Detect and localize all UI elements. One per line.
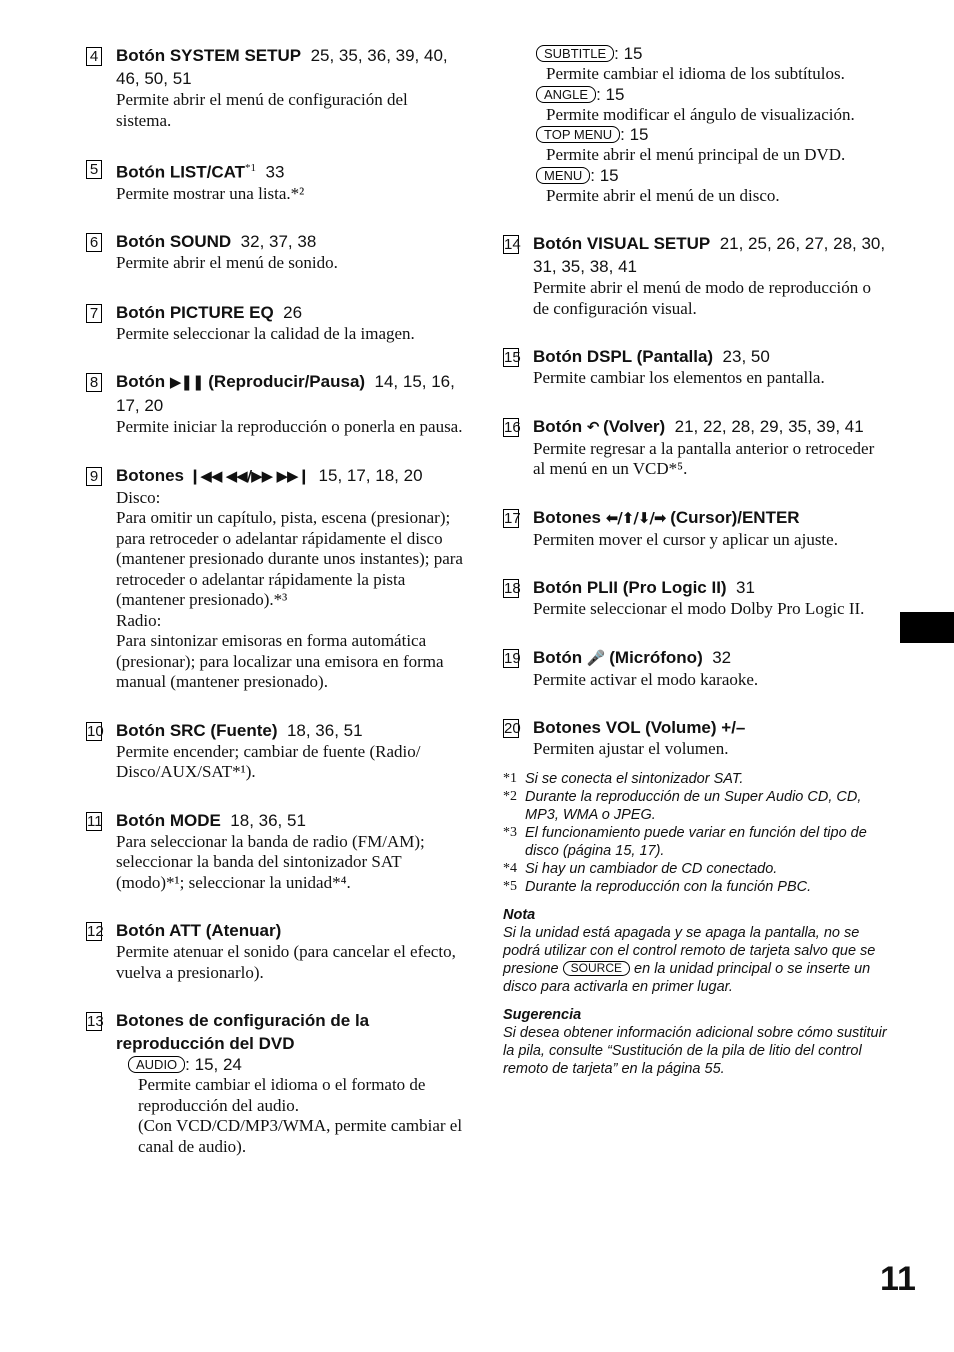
item-number: 8	[86, 373, 102, 392]
footnotes	[503, 770, 888, 896]
item-pages: 32, 37, 38	[240, 232, 317, 252]
item-title: Botón MODE	[116, 810, 221, 830]
note-title: Nota	[503, 906, 536, 923]
item-description: Permite seleccionar el modo Dolby Pro Logic II.	[533, 599, 865, 618]
tip-block	[503, 1006, 888, 1078]
item-description-line: Disco:	[116, 487, 161, 507]
footnote	[503, 824, 888, 860]
item-number: 17	[504, 509, 521, 527]
footnote-text: Durante la reproducción de un Super Audio CD, CD, MP3, WMA o JPEG.	[525, 788, 862, 823]
item-description-line: Para omitir un capítulo, pista, escena (presionar); para retroceder o adelantar rápidamente el disco (mantener presionado durante unos instantes); para retroceder o adelantar rápidamente la pista (mantener presionado).*³	[116, 508, 463, 610]
tip-text: Si desea obtener información adicional sobre cómo sustituir la pila, consulte “Sustitución de la pila de litio del control remoto de tarjeta” en la página 55.	[503, 1024, 887, 1077]
item-play-pause	[86, 370, 466, 438]
item-cursor	[503, 506, 888, 551]
item-description: Permite seleccionar la calidad de la imagen.	[116, 323, 415, 343]
sub-pages: : 15	[620, 125, 649, 144]
item-number: 7	[86, 304, 102, 323]
item-number: 6	[86, 233, 102, 252]
sub-description: Permite abrir el menú principal de un DVD.	[546, 145, 846, 164]
item-description: Permite encender; cambiar de fuente (Radio/ Disco/AUX/SAT*¹).	[116, 741, 421, 782]
skip-seek-icon: ❙◀◀ ◀◀/▶▶ ▶▶❙	[188, 466, 310, 485]
item-microphone	[503, 646, 888, 691]
source-key: SOURCE	[563, 961, 630, 976]
item-picture-eq	[86, 301, 466, 345]
item-number: 19	[504, 649, 521, 667]
item-number: 15	[504, 349, 521, 366]
item-description: Permite abrir el menú de modo de reproducción o de configuración visual.	[533, 278, 871, 318]
item-title: Botones	[533, 507, 601, 527]
item-src	[86, 719, 466, 783]
sub-pages: : 15	[596, 84, 625, 104]
item-pages: 32	[712, 647, 732, 667]
item-title: Botón SOUND	[116, 232, 232, 252]
angle-key: ANGLE	[536, 86, 596, 103]
footnote	[503, 878, 888, 896]
item-volume	[503, 716, 888, 760]
right-column	[503, 44, 888, 1078]
item-title-suffix: (Reproducir/Pausa)	[208, 372, 366, 392]
audio-key: AUDIO	[128, 1056, 185, 1073]
item-dvd-setup	[86, 1009, 466, 1157]
item-title: Botón PLII (Pro Logic II)	[533, 578, 727, 597]
item-description-line: Para sintonizar emisoras en forma automática (presionar); para localizar una emisora en forma manual (mantener presionado).	[116, 631, 444, 692]
footnote-ref: *1	[245, 162, 257, 174]
item-pages: 23, 50	[722, 347, 770, 366]
item-pages: 18, 36, 51	[230, 810, 306, 830]
footnote-mark: *4	[503, 860, 517, 876]
sub-description-line: Permite cambiar el idioma o el formato de reproducción del audio.	[138, 1075, 426, 1115]
item-title: Botón SRC (Fuente)	[116, 720, 278, 740]
footnote-mark: *2	[503, 788, 517, 804]
subtitle-key: SUBTITLE	[536, 45, 614, 62]
item-pages: 21, 22, 28, 29, 35, 39, 41	[674, 416, 864, 436]
item-number: 20	[504, 720, 521, 737]
sub-pages: : 15, 24	[185, 1055, 242, 1075]
item-pages: 31	[736, 578, 755, 597]
item-skip-seek	[86, 464, 466, 693]
note-text-continued: en la unidad principal o se inserte un disco para activarla en primer lugar.	[503, 960, 871, 995]
item-sound	[86, 230, 466, 274]
item-pages: 21, 25, 26, 27, 28, 30, 31, 35, 38, 41	[533, 234, 886, 276]
item-title: Botón DSPL (Pantalla)	[533, 347, 714, 366]
item-title-suffix: (Volver)	[603, 416, 666, 436]
footnote-text: Si se conecta el sintonizador SAT.	[525, 770, 744, 787]
item-title: Botón	[116, 372, 166, 392]
footnote-mark: *1	[503, 770, 517, 786]
item-plii	[503, 576, 888, 620]
sub-description: Permite cambiar el idioma de los subtítulos.	[546, 64, 845, 83]
note-text: Si la unidad está apagada y se apaga la pantalla, no se podrá utilizar con el control remoto de tarjeta salvo que se presione	[503, 924, 876, 977]
dvd-sub-keys	[536, 44, 888, 206]
item-number: 9	[86, 467, 102, 486]
menu-key: MENU	[536, 167, 590, 184]
sub-pages: : 15	[614, 44, 643, 63]
section-tab-marker	[900, 612, 954, 643]
sub-description: Permite modificar el ángulo de visualización.	[546, 104, 855, 124]
item-description: Permite iniciar la reproducción o ponerla en pausa.	[116, 417, 463, 437]
note-block	[503, 906, 888, 996]
item-number: 11	[87, 812, 103, 830]
footnote	[503, 788, 888, 824]
footnote-mark: *5	[503, 878, 517, 894]
item-description: Permite regresar a la pantalla anterior o retroceder al menú en un VCD*⁵.	[533, 438, 875, 478]
item-number: 18	[504, 580, 521, 597]
item-title: Botón LIST/CAT	[116, 162, 246, 182]
item-pages: 18, 36, 51	[286, 720, 363, 740]
item-description: Permite abrir el menú de sonido.	[116, 253, 338, 273]
footnote	[503, 770, 888, 788]
item-description: Permiten ajustar el volumen.	[533, 739, 729, 758]
tip-title: Sugerencia	[503, 1006, 582, 1023]
item-description: Permite mostrar una lista.*²	[116, 183, 305, 203]
sub-pages: : 15	[590, 165, 619, 185]
item-number: 12	[87, 923, 104, 941]
play-pause-icon: ▶❚❚	[169, 373, 204, 392]
item-title: Botón ATT (Atenuar)	[116, 921, 282, 941]
item-description-line: Radio:	[116, 610, 162, 630]
footnote-text: Si hay un cambiador de CD conectado.	[525, 860, 778, 877]
item-mode	[86, 809, 466, 894]
item-number: 4	[86, 47, 102, 66]
item-title: Botón VISUAL SETUP	[533, 234, 711, 253]
item-description: Permite abrir el menú de configuración del sistema.	[116, 90, 408, 130]
sub-description-line: (Con VCD/CD/MP3/WMA, permite cambiar el canal de audio).	[138, 1116, 463, 1156]
cursor-arrows-icon: ⬅/⬆/⬇/➡	[605, 508, 666, 527]
page-number: 11	[880, 1260, 916, 1298]
item-title: Botones	[116, 465, 184, 485]
item-number: 5	[86, 160, 102, 179]
item-title: Botón	[533, 647, 583, 667]
top-menu-key: TOP MENU	[536, 126, 620, 143]
item-number: 13	[87, 1013, 104, 1031]
item-return	[503, 415, 888, 480]
item-title: Botón PICTURE EQ	[116, 302, 274, 322]
item-description: Permite activar el modo karaoke.	[533, 669, 759, 689]
item-title: Botón SYSTEM SETUP	[116, 46, 302, 65]
footnote-text: Durante la reproducción con la función PBC.	[525, 878, 812, 895]
item-pages: 15, 17, 18, 20	[318, 465, 423, 485]
item-att	[86, 919, 466, 983]
return-icon: ↶	[586, 417, 599, 436]
item-title: Botones VOL (Volume) +/–	[533, 718, 746, 737]
item-visual-setup	[503, 232, 888, 319]
item-system-setup	[86, 44, 466, 131]
item-dspl	[503, 345, 888, 389]
item-description: Permiten mover el cursor y aplicar un ajuste.	[533, 529, 838, 549]
item-pages: 25, 35, 36, 39, 40, 46, 50, 51	[116, 46, 448, 88]
item-title: Botón	[533, 416, 583, 436]
dvd-sub-audio	[128, 1055, 466, 1157]
item-number: 10	[87, 722, 104, 740]
item-pages: 33	[265, 162, 285, 182]
item-list-cat	[86, 157, 466, 204]
item-pages: 14, 15, 16, 17, 20	[116, 372, 455, 416]
item-pages: 26	[283, 302, 303, 322]
footnote-text: El funcionamiento puede variar en función del tipo de disco (página 15, 17).	[525, 824, 867, 859]
microphone-icon: 🎤	[586, 648, 605, 667]
item-description: Para seleccionar la banda de radio (FM/AM); seleccionar la banda del sintonizador SAT (modo)*¹; seleccionar la unidad*⁴.	[116, 831, 425, 892]
item-title: Botones de configuración de la reproducción del DVD	[116, 1011, 370, 1054]
footnote	[503, 860, 888, 878]
item-title-suffix: (Micrófono)	[609, 647, 703, 667]
item-title-suffix: (Cursor)/ENTER	[670, 507, 800, 527]
footnote-mark: *3	[503, 824, 517, 840]
sub-description: Permite abrir el menú de un disco.	[546, 185, 780, 205]
item-number: 14	[504, 236, 521, 253]
item-description: Permite atenuar el sonido (para cancelar el efecto, vuelva a presionarlo).	[116, 942, 456, 982]
left-column	[86, 44, 466, 1157]
item-number: 16	[504, 418, 521, 436]
item-description: Permite cambiar los elementos en pantalla.	[533, 368, 825, 387]
